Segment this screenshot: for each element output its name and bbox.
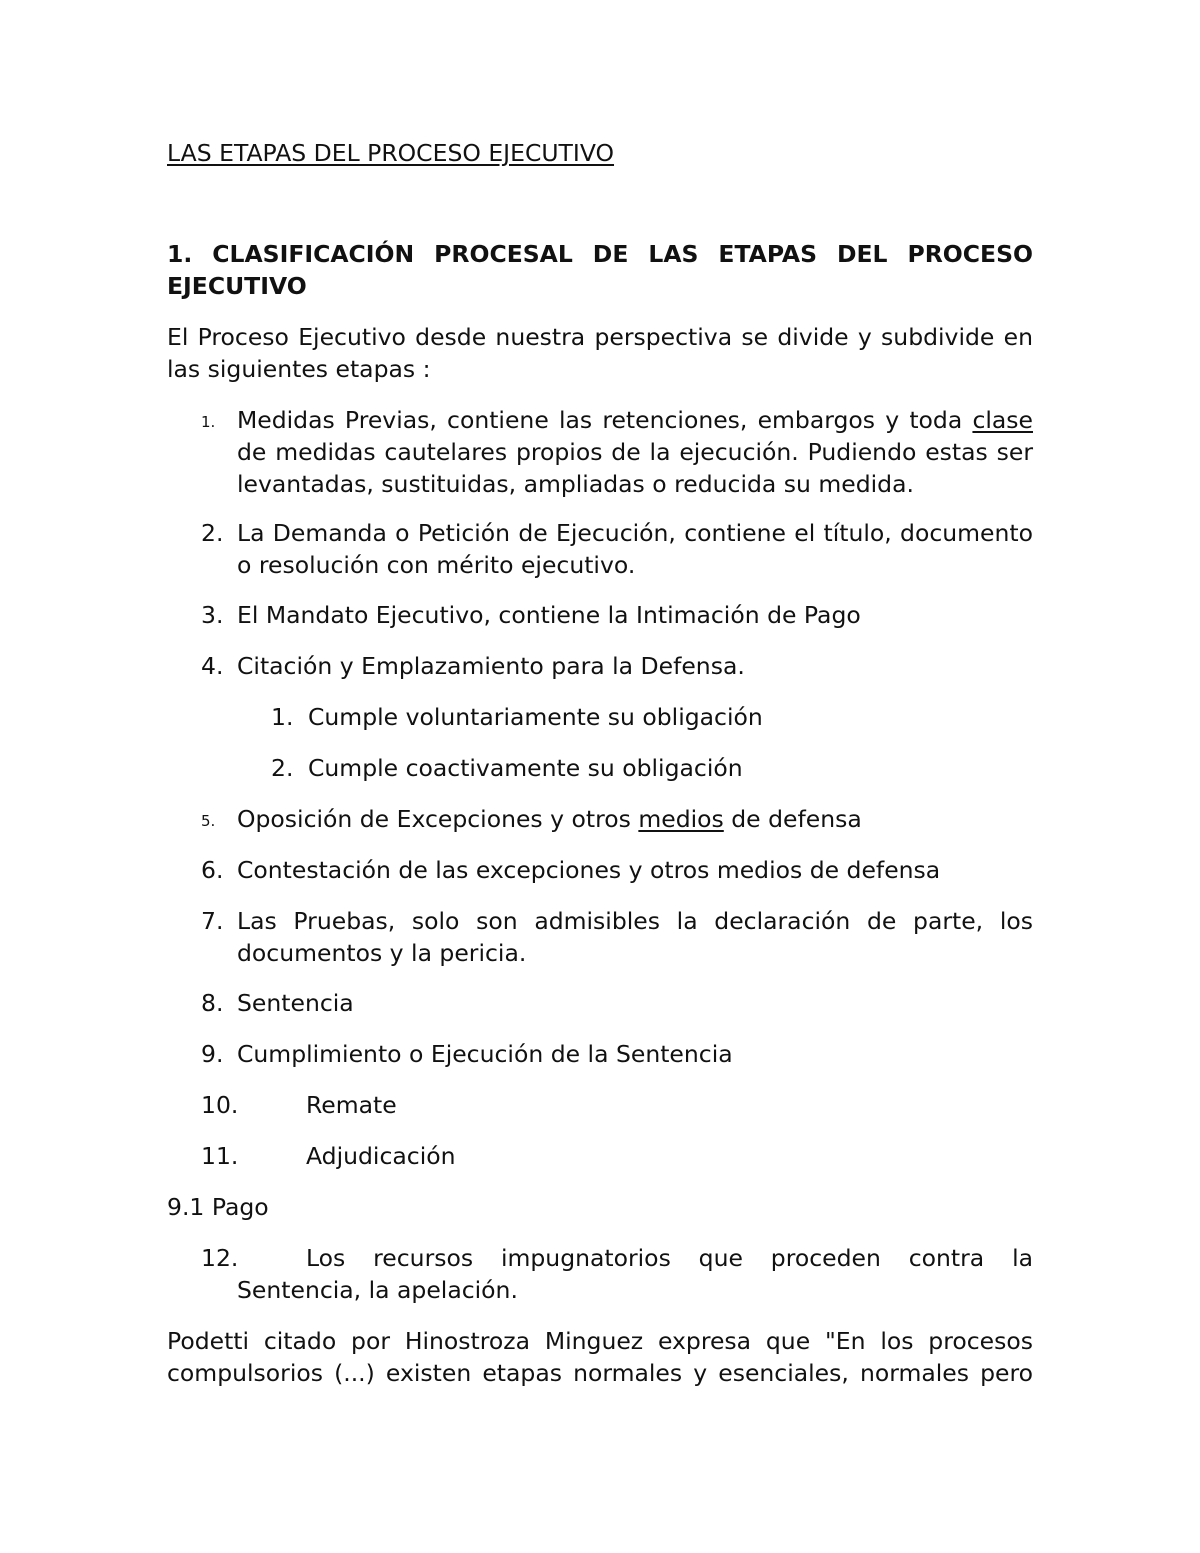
list-text: Contestación de las excepciones y otros medios de defensa bbox=[237, 856, 941, 884]
list-item-line: o resolución con mérito ejecutivo. bbox=[237, 551, 636, 579]
list-number: 1. bbox=[201, 413, 216, 431]
list-number: 6. bbox=[201, 856, 224, 884]
document-title bbox=[167, 137, 1033, 169]
list-number: 5. bbox=[201, 812, 216, 830]
list-number: 3. bbox=[201, 601, 224, 629]
list-text: Citación y Emplazamiento para la Defensa. bbox=[237, 652, 745, 680]
list-number: 11. bbox=[201, 1142, 239, 1170]
section-heading-line2: EJECUTIVO bbox=[167, 272, 307, 300]
list-text: Cumple voluntariamente su obligación bbox=[308, 703, 763, 731]
list-number: 12. bbox=[201, 1244, 239, 1272]
closing-line2: compulsorios (...) existen etapas normales y esenciales, normales pero bbox=[167, 1359, 1033, 1387]
list-text: El Mandato Ejecutivo, contiene la Intimación de Pago bbox=[237, 601, 861, 629]
list-number: 9. bbox=[201, 1040, 224, 1068]
list-text: Remate bbox=[306, 1091, 397, 1119]
list-number: 4. bbox=[201, 652, 224, 680]
list-number: 8. bbox=[201, 989, 224, 1017]
list-number: 7. bbox=[201, 907, 224, 935]
list-text: Cumplimiento o Ejecución de la Sentencia bbox=[237, 1040, 733, 1068]
list-item-line: Las Pruebas, solo son admisibles la declaración de parte, los bbox=[237, 907, 1033, 935]
list-number: 10. bbox=[201, 1091, 239, 1119]
list-text: Adjudicación bbox=[306, 1142, 456, 1170]
list-item-line: levantadas, sustituidas, ampliadas o reducida su medida. bbox=[237, 470, 914, 498]
document-title-text: LAS ETAPAS DEL PROCESO EJECUTIVO bbox=[167, 139, 615, 167]
list-text: Sentencia bbox=[237, 989, 354, 1017]
list-item-line: Sentencia, la apelación. bbox=[237, 1276, 518, 1304]
list-text: de defensa bbox=[731, 805, 862, 833]
list-text: Oposición de Excepciones y otros bbox=[237, 805, 631, 833]
list-item-line bbox=[237, 803, 1033, 835]
list-text: Cumple coactivamente su obligación bbox=[308, 754, 743, 782]
section-heading-line1: 1. CLASIFICACIÓN PROCESAL DE LAS ETAPAS DEL PROCESO bbox=[167, 240, 1033, 268]
link-clase[interactable]: clase bbox=[972, 406, 1033, 434]
list-item-line: La Demanda o Petición de Ejecución, contiene el título, documento bbox=[237, 519, 1033, 547]
list-item-line: documentos y la pericia. bbox=[237, 939, 527, 967]
list-item-line: de medidas cautelares propios de la ejecución. Pudiendo estas ser bbox=[237, 438, 1033, 466]
list-number: 1. bbox=[271, 703, 294, 731]
link-medios[interactable]: medios bbox=[638, 805, 724, 833]
intro-line2: las siguientes etapas : bbox=[167, 355, 431, 383]
sub-payment: 9.1 Pago bbox=[167, 1193, 269, 1221]
list-text: Medidas Previas, contiene las retenciones, embargos y toda bbox=[237, 406, 963, 434]
list-number: 2. bbox=[271, 754, 294, 782]
list-number: 2. bbox=[201, 519, 224, 547]
list-item-line bbox=[237, 404, 1033, 436]
intro-line1: El Proceso Ejecutivo desde nuestra perspectiva se divide y subdivide en bbox=[167, 323, 1033, 351]
closing-line1: Podetti citado por Hinostroza Minguez expresa que "En los procesos bbox=[167, 1327, 1033, 1355]
list-item-line: Los recursos impugnatorios que proceden contra la bbox=[306, 1244, 1033, 1272]
